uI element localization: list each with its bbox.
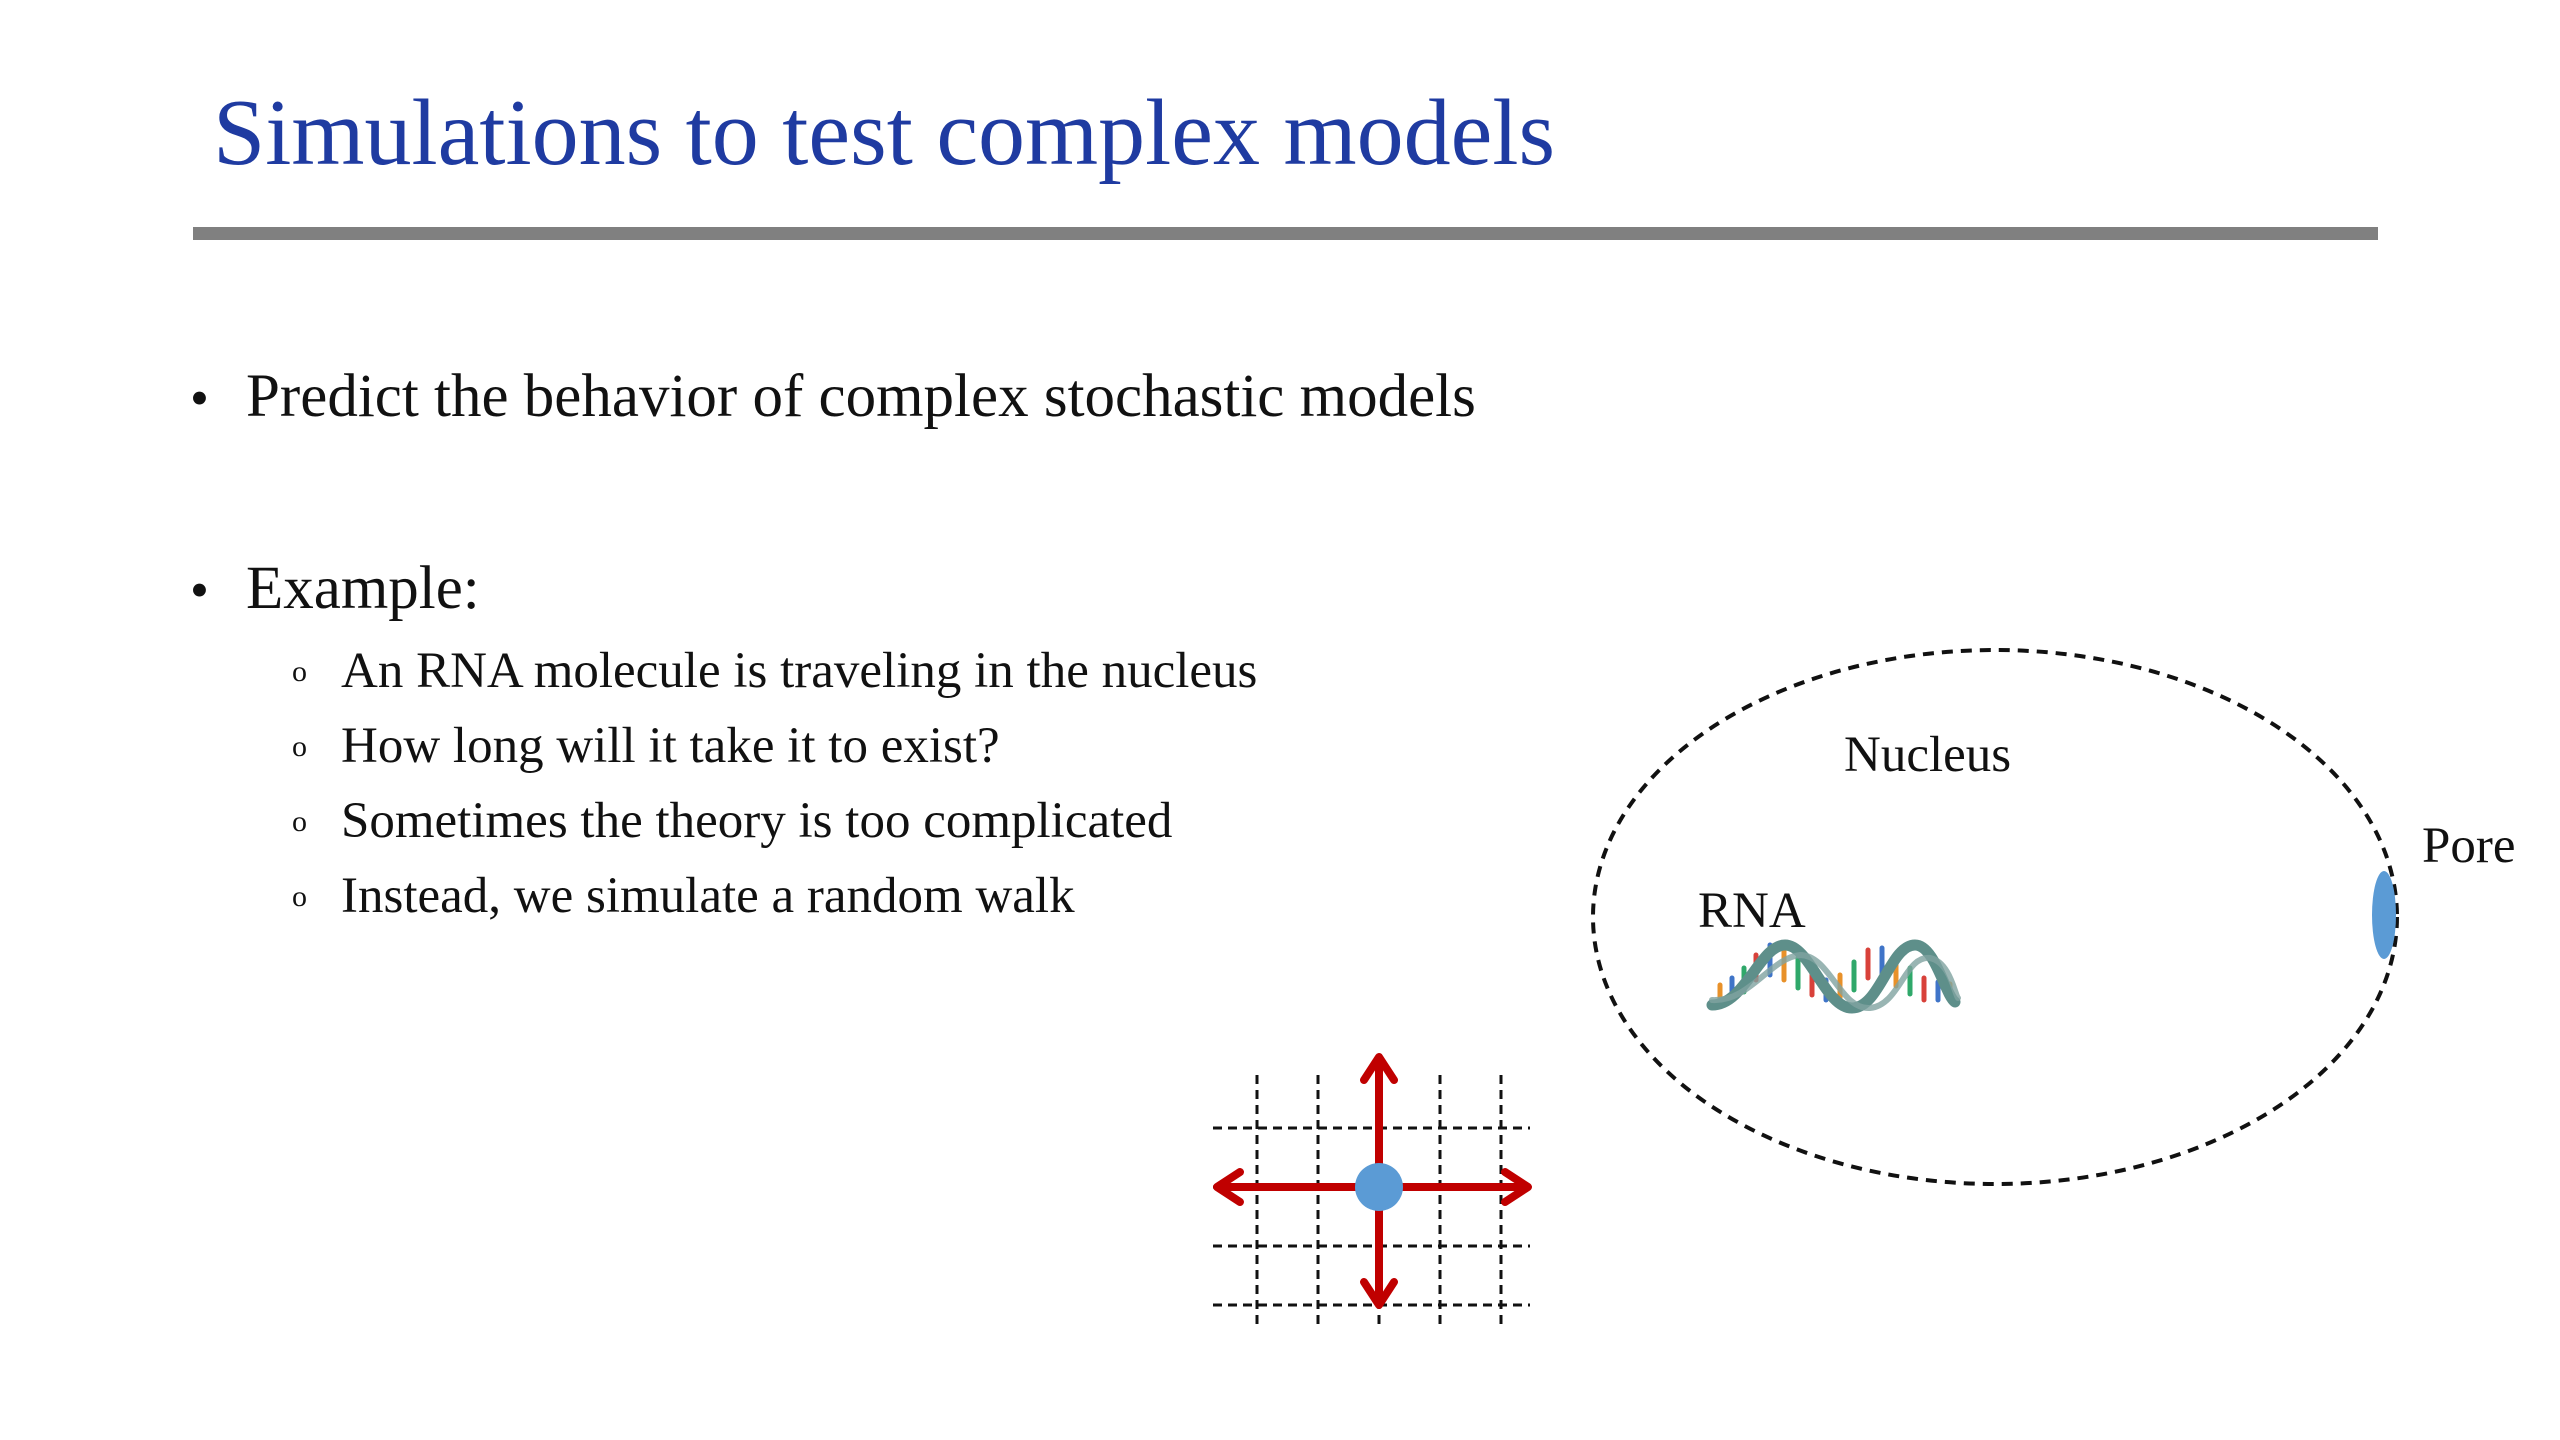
sub-bullet-item — [292, 861, 1257, 936]
random-walk-particle — [1355, 1163, 1403, 1211]
sub-bullet-item — [292, 786, 1257, 861]
sub-bullet-list — [292, 636, 1257, 936]
sub-bullet-item — [292, 636, 1257, 711]
bullet-text: Predict the behavior of complex stochastic models — [246, 363, 1476, 430]
bullet-text: Example: — [246, 555, 480, 622]
random-walk-grid-icon — [1213, 1057, 1530, 1325]
sub-bullet-text: Sometimes the theory is too complicated — [341, 793, 1173, 850]
sub-bullet-item — [292, 711, 1257, 786]
title-divider — [193, 227, 2378, 240]
bullet-glyph: • — [190, 560, 209, 620]
pore-shape — [2372, 871, 2396, 959]
rna-helix-icon — [1712, 945, 1958, 1008]
pore-label: Pore — [2422, 818, 2516, 874]
sub-bullet-glyph: o — [292, 729, 307, 763]
sub-bullet-glyph: o — [292, 879, 307, 913]
sub-bullet-glyph: o — [292, 654, 307, 688]
nucleus-label: Nucleus — [1844, 727, 2012, 783]
rna-label: RNA — [1698, 883, 1806, 939]
bullet-item — [190, 554, 480, 624]
slide-title: Simulations to test complex models — [213, 81, 1556, 185]
sub-bullet-glyph: o — [292, 804, 307, 838]
sub-bullet-text: An RNA molecule is traveling in the nucleus — [341, 643, 1258, 699]
sub-bullet-text: How long will it take it to exist? — [341, 718, 1000, 775]
bullet-item — [190, 362, 1476, 432]
bullet-glyph: • — [190, 368, 209, 428]
sub-bullet-text: Instead, we simulate a random walk — [341, 868, 1075, 925]
